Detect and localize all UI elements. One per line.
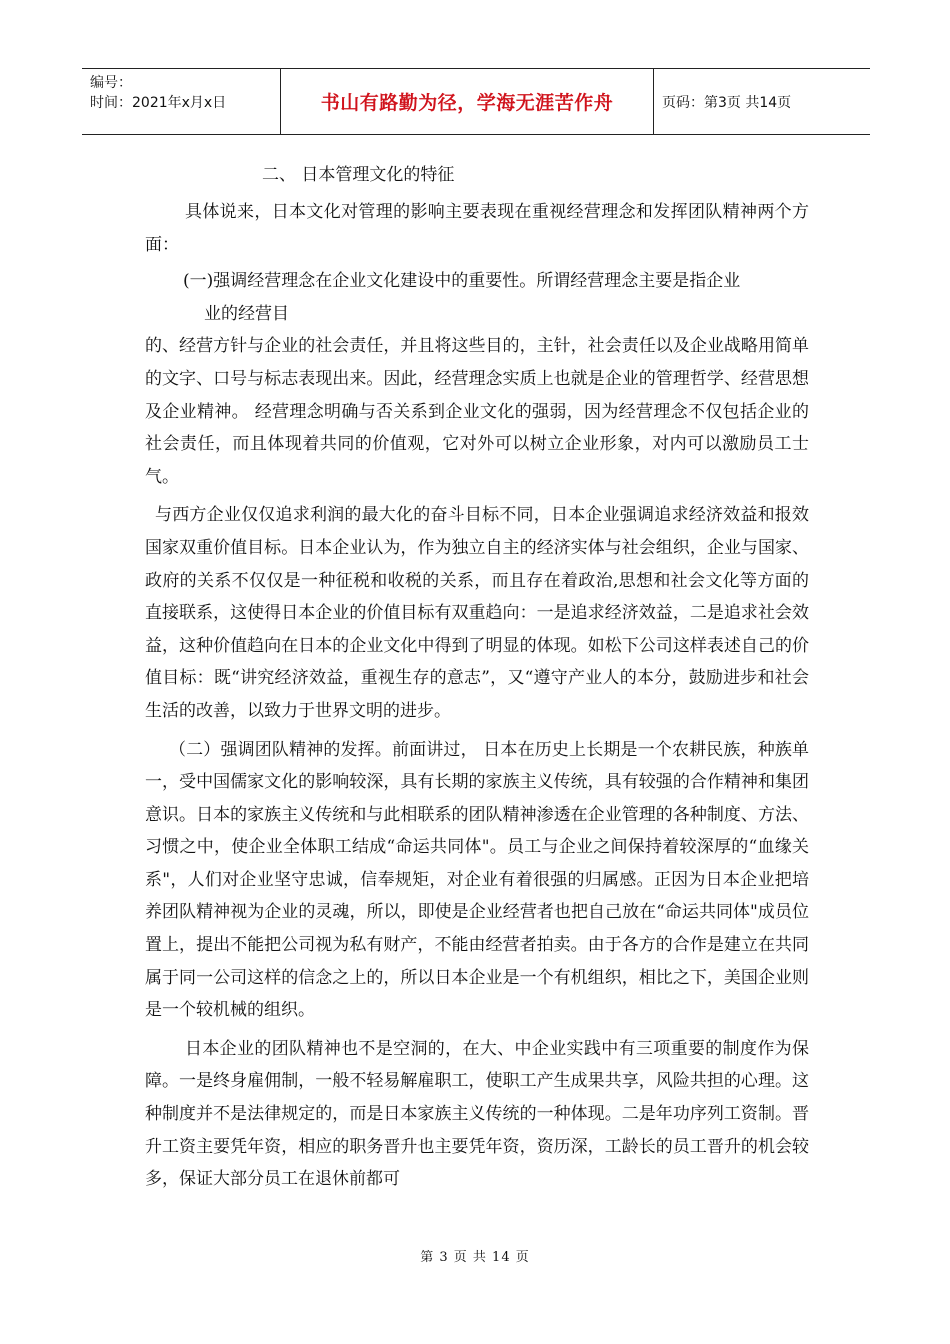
document-header: [82, 68, 870, 135]
page-footer: 第 3 页 共 14 页: [420, 1250, 530, 1265]
subsection-2-team-spirit: （二）强调团队精神的发挥。前面讲过， 日本在历史上长期是一个农耕民族，种族单一，受中国儒家文化的影响较深，具有长期的家族主义传统，具有较强的合作精神和集团意识。日本的家族主义传统和与此相联系的团队精神渗透在企业管理的各种制度、方法、习惯之中，使企业全体职工结成“命运共同体"。员工与企业之间保持着较深厚的“血缘关系"，人们对企业坚守忠诚，信奉规矩，对企业有着很强的归属感。正因为日本企业把培养团队精神视为企业的灵魂，所以，即使是企业经营者也把自己放在“命运共同体"成员位置上，提出不能把公司视为私有财产，不能由经营者拍卖。由于各方的合作是建立在共同属于同一公司这样的信念之上的，所以日本企业是一个有机组织，相比之下，美国企业则是一个较机械的组织。: [145, 739, 809, 1021]
paragraph-dual-value-goals: 与西方企业仅仅追求利润的最大化的奋斗目标不同，日本企业强调追求经济效益和报效国家双重价值目标。日本企业认为，作为独立自主的经济实体与社会组织，企业与国家、政府的关系不仅仅是一种征税和收税的关系，而且存在着政治,思想和社会文化等方面的直接联系，这使得日本企业的价值目标有双重趋向：一是追求经济效益，二是追求社会效益，这种价值趋向在日本的企业文化中得到了明显的体现。如松下公司这样表述自己的价值目标：既“讲究经济效益，重视生存的意志”，又“遵守产业人的本分，鼓励进步和社会生活的改善，以致力于世界文明的进步。: [145, 505, 809, 721]
document-body: [145, 196, 809, 1196]
header-page-info-cell: [654, 69, 870, 134]
header-meta: [82, 69, 280, 134]
document-time-label: 时间：2021年x月x日: [90, 95, 227, 111]
subsection-1-title: (一)强调经营理念在企业文化建设中的重要性。所谓经营理念主要是指企业: [183, 271, 741, 292]
document-number-label: 编号：: [90, 75, 132, 91]
header-page-info: 页码：第3页 共14页: [662, 94, 792, 111]
paragraph-institutional-guarantees: 日本企业的团队精神也不是空洞的，在大、中企业实践中有三项重要的制度作为保障。一是终身雇佣制，一般不轻易解雇职工，使职工产生成果共享，风险共担的心理。这种制度并不是法律规定的，而是日本家族主义传统的一种体现。二是年功序列工资制。晋升工资主要凭年资，相应的职务晋升也主要凭年资，资历深，工龄长的员工晋升的机会较多，保证大部分员工在退休前都可: [145, 1038, 809, 1190]
header-motto-cell: [280, 69, 654, 134]
paragraph-business-philosophy: 的、经营方针与企业的社会责任，并且将这些目的，主针，社会责任以及企业战略用简单的文字、口号与标志表现出来。因此，经营理念实质上也就是企业的管理哲学、经营思想及企业精神。 经营理念明确与否关系到企业文化的强弱，因为经营理念不仅包括企业的社会责任，而且体现着共同的价值观，它对外可以树立企业形象，对内可以激励员工士气。: [145, 336, 809, 487]
section-heading: 二、 日本管理文化的特征: [262, 165, 455, 185]
subsection-1-title-continued: 业的经营目: [204, 303, 289, 324]
header-motto: 书山有路勤为径，学海无涯苦作舟: [320, 92, 614, 114]
paragraph-intro: 具体说来，日本文化对管理的影响主要表现在重视经营理念和发挥团队精神两个方面：: [145, 202, 809, 255]
